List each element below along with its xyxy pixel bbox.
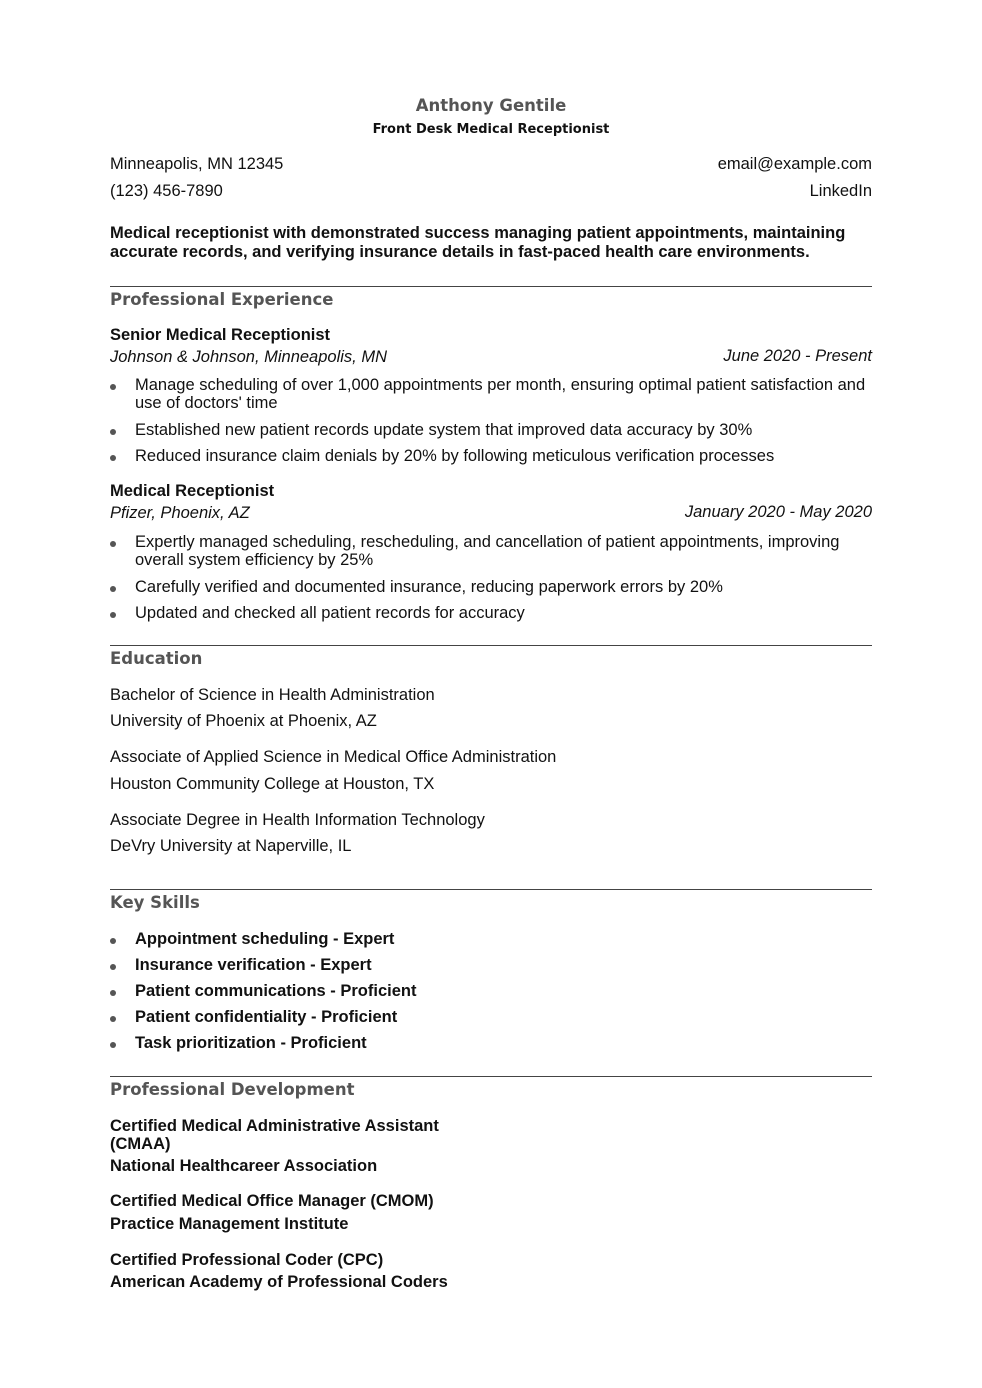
section-education: [110, 645, 872, 668]
bullet-icon: [110, 384, 116, 390]
job-title-1: Senior Medical Receptionist: [110, 326, 331, 344]
email-link[interactable]: email@example.com: [717, 155, 872, 173]
edu-degree-2: Associate of Applied Science in Medical Office Administration: [110, 748, 557, 766]
job-company-2: Pfizer, Phoenix, AZ: [110, 504, 250, 522]
job-company-1: Johnson & Johnson, Minneapolis, MN: [110, 348, 387, 366]
edu-school-1: University of Phoenix at Phoenix, AZ: [110, 712, 377, 730]
cert-name-2: Certified Medical Office Manager (CMOM): [110, 1192, 434, 1210]
job-target-title: Front Desk Medical Receptionist: [372, 122, 610, 137]
cert-org-1: National Healthcareer Association: [110, 1157, 378, 1175]
section-development: [110, 1076, 872, 1099]
cert-name-1: Certified Medical Administrative Assistant: [110, 1117, 439, 1135]
cert-org-3: American Academy of Professional Coders: [110, 1273, 448, 1291]
section-skills: [110, 889, 872, 912]
bullet-icon: [110, 964, 116, 970]
bullet-icon: [110, 455, 116, 461]
section-heading-development: Professional Development: [110, 1080, 355, 1099]
bullet-icon: [110, 1016, 116, 1022]
location: Minneapolis, MN 12345: [110, 155, 284, 173]
bullet-icon: [110, 938, 116, 944]
cert-name-3: Certified Professional Coder (CPC): [110, 1251, 384, 1269]
bullet-icon: [110, 990, 116, 996]
candidate-name: Anthony Gentile: [415, 96, 567, 115]
edu-school-3: DeVry University at Naperville, IL: [110, 837, 352, 855]
bullet-icon: [110, 1042, 116, 1048]
edu-degree-3: Associate Degree in Health Information Technology: [110, 811, 485, 829]
bullet-icon: [110, 586, 116, 592]
job-dates-1: June 2020 - Present: [723, 347, 872, 365]
bullet-icon: [110, 429, 116, 435]
cert-org-2: Practice Management Institute: [110, 1215, 349, 1233]
professional-summary: Medical receptionist with demonstrated success managing patient appointments, maintaining accurate records, and verifying insurance details in fast-paced health care environments.: [110, 224, 846, 261]
cert-name-1-abbr: (CMAA): [110, 1135, 171, 1153]
edu-degree-1: Bachelor of Science in Health Administration: [110, 686, 435, 704]
job-dates-2: January 2020 - May 2020: [684, 503, 872, 521]
section-heading-experience: Professional Experience: [110, 290, 334, 309]
edu-school-2: Houston Community College at Houston, TX: [110, 775, 435, 793]
phone: (123) 456-7890: [110, 182, 223, 200]
section-experience: [110, 286, 872, 309]
bullet-icon: [110, 541, 116, 547]
job-title-2: Medical Receptionist: [110, 482, 275, 500]
section-heading-education: Education: [110, 649, 203, 668]
linkedin-link[interactable]: LinkedIn: [809, 182, 872, 200]
bullet-icon: [110, 612, 116, 618]
section-heading-skills: Key Skills: [110, 893, 200, 912]
